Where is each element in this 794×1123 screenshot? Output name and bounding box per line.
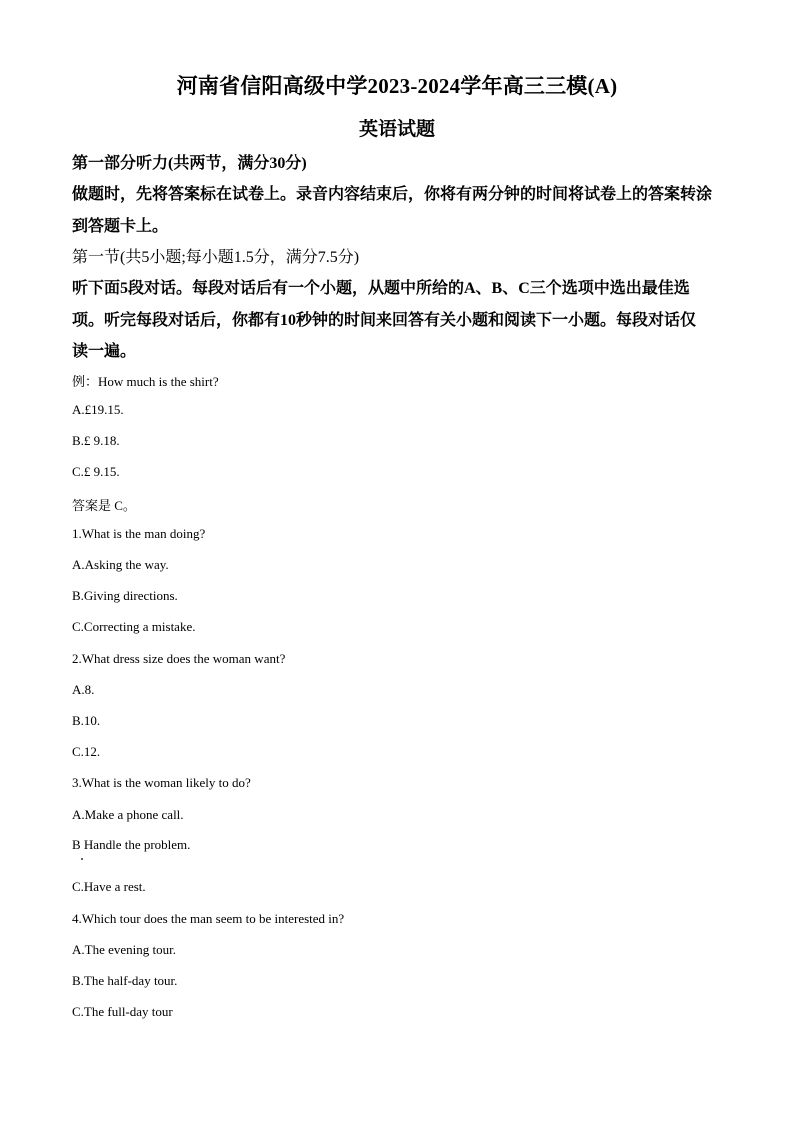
question-1-option-b: B.Giving directions. xyxy=(72,588,178,603)
part1-instruction-line2: 到答题卡上。 xyxy=(72,218,169,235)
question-3-option-b: B Handle the problem. xyxy=(72,837,191,852)
part1-instruction-line1: 做题时，先将答案标在试卷上。录音内容结束后，你将有两分钟的时间将试卷上的答案转涂 xyxy=(72,186,713,203)
section1-instruction-line2: 项。听完每段对话后，你都有10秒钟的时间来回答有关小题和阅读下一小题。每段对话仅 xyxy=(72,312,697,329)
section1-heading: 第一节(共5小题;每小题1.5分，满分7.5分) xyxy=(72,249,360,266)
question-4-option-b: B.The half-day tour. xyxy=(72,973,178,988)
example-question: 例：How much is the shirt? xyxy=(72,374,219,389)
question-2-stem: 2.What dress size does the woman want? xyxy=(72,651,286,666)
question-1-option-c: C.Correcting a mistake. xyxy=(72,619,196,634)
question-3-option-a: A.Make a phone call. xyxy=(72,807,184,822)
question-4-option-a: A.The evening tour. xyxy=(72,942,176,957)
stray-mark xyxy=(81,858,83,860)
exam-title: 河南省信阳高级中学2023-2024学年高三三模(A) xyxy=(176,74,618,98)
question-1-option-a: A.Asking the way. xyxy=(72,557,169,572)
part1-heading: 第一部分听力(共两节，满分30分) xyxy=(72,155,307,172)
question-3-option-c: C.Have a rest. xyxy=(72,879,146,894)
example-option-b: B.£ 9.18. xyxy=(72,433,120,448)
question-2-option-a: A.8. xyxy=(72,682,95,697)
question-2-option-b: B.10. xyxy=(72,713,101,728)
example-option-a: A.£19.15. xyxy=(72,402,124,417)
question-1-stem: 1.What is the man doing? xyxy=(72,526,206,541)
example-answer: 答案是 C。 xyxy=(72,498,136,513)
question-3-stem: 3.What is the woman likely to do? xyxy=(72,775,251,790)
exam-subtitle: 英语试题 xyxy=(358,119,435,140)
question-4-option-c: C.The full-day tour xyxy=(72,1004,173,1019)
section1-instruction-line3: 读一遍。 xyxy=(72,343,137,360)
example-option-c: C.£ 9.15. xyxy=(72,464,120,479)
question-2-option-c: C.12. xyxy=(72,744,101,759)
question-4-stem: 4.Which tour does the man seem to be interested in? xyxy=(72,911,345,926)
section1-instruction-line1: 听下面5段对话。每段对话后有一个小题，从题中所给的A、B、C三个选项中选出最佳选 xyxy=(72,280,690,297)
